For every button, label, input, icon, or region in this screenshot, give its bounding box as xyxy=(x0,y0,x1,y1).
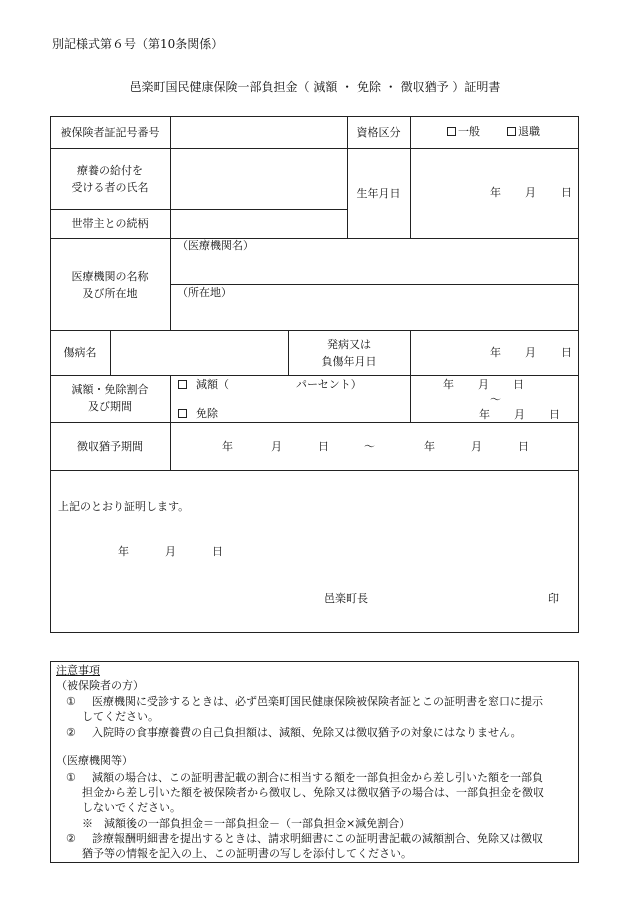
deferral-start-year-unit: 年 xyxy=(222,440,233,453)
reduction-start-year-unit: 年 xyxy=(443,378,454,391)
notes-insured-1-line2: してください。 xyxy=(82,710,159,723)
notes-insured-1-mark: ① xyxy=(66,695,76,708)
reduction-percent-unit: パーセント） xyxy=(296,378,362,391)
qualification-general-option[interactable]: 一般 xyxy=(447,125,480,139)
notes-medical-1-formula: ※ 減額後の一部負担金＝一部負担金－（一部負担金×減免割合） xyxy=(82,817,411,830)
reduction-start-day-unit: 日 xyxy=(513,378,524,391)
deferral-end-year-unit: 年 xyxy=(424,440,435,453)
deferral-start-day-unit: 日 xyxy=(318,440,329,453)
notes-medical-heading: （医療機関等） xyxy=(56,754,133,767)
notes-insured-2-line1: 入院時の食事療養費の自己負担額は、減額、免除又は徴収猶予の対象にはなりません。 xyxy=(92,726,522,739)
onset-day-unit: 日 xyxy=(561,346,572,359)
notes-medical-2-line1: 診療報酬明細書を提出するときは、請求明細書にこの証明書記載の減額割合、免除又は徴収 xyxy=(92,832,543,845)
institution-address-hint: （所在地） xyxy=(177,286,232,299)
deferral-start-month-unit: 月 xyxy=(271,440,282,453)
checkbox-icon[interactable] xyxy=(507,127,516,136)
reduction-label: 減額・免除割合 及び期間 xyxy=(71,383,149,413)
onset-label: 発病又は 負傷年月日 xyxy=(321,337,377,368)
deferral-end-day-unit: 日 xyxy=(518,440,529,453)
cert-year-unit: 年 xyxy=(118,545,129,558)
issuer-name: 邑楽町長 xyxy=(324,592,368,605)
notes-insured-heading: （被保険者の方） xyxy=(56,679,144,692)
notes-insured-1-line1: 医療機関に受診するときは、必ず邑楽町国民健康保険被保険者証とこの証明書を窓口に提示 xyxy=(92,695,543,708)
deferral-label: 徴収猶予期間 xyxy=(77,439,143,453)
onset-month-unit: 月 xyxy=(525,346,536,359)
birth-year-unit: 年 xyxy=(490,186,501,199)
certification-statement: 上記のとおり証明します。 xyxy=(58,500,190,513)
notes-medical-1-mark: ① xyxy=(66,771,76,784)
reduction-option[interactable]: 減額（ xyxy=(178,378,229,392)
notes-medical-1-line1: 減額の場合は、この証明書記載の割合に相当する額を一部負担金から差し引いた額を一部負 xyxy=(92,771,543,784)
insured-number-label: 被保険者証記号番号 xyxy=(60,125,160,139)
notes-insured-2-mark: ② xyxy=(66,726,76,739)
relationship-label: 世帯主との続柄 xyxy=(71,217,149,230)
reduction-period-tilde: ～ xyxy=(490,393,501,406)
deferral-tilde: ～ xyxy=(364,440,375,453)
cert-month-unit: 月 xyxy=(165,545,176,558)
notes-medical-2-line2: 猶予等の情報を記入の上、この証明書の写しを添付してください。 xyxy=(82,847,412,860)
reduction-end-month-unit: 月 xyxy=(514,408,525,421)
notes-medical-1-line3: しないでください。 xyxy=(82,801,181,814)
birthdate-label: 生年月日 xyxy=(356,186,401,200)
exemption-option[interactable]: 免除 xyxy=(178,407,218,421)
birth-day-unit: 日 xyxy=(561,186,572,199)
reduction-start-month-unit: 月 xyxy=(478,378,489,391)
notes-heading: 注意事項 xyxy=(56,664,100,677)
qualification-label: 資格区分 xyxy=(356,125,401,139)
recipient-name-label: 療養の給付を 受ける者の氏名 xyxy=(71,164,149,194)
page-title: 邑楽町国民健康保険一部負担金（ 減額 ・ 免除 ・ 徴収猶予 ）証明書 xyxy=(129,80,501,94)
cert-day-unit: 日 xyxy=(212,545,223,558)
onset-year-unit: 年 xyxy=(490,346,501,359)
institution-label: 医療機関の名称 及び所在地 xyxy=(71,270,149,300)
deferral-end-month-unit: 月 xyxy=(471,440,482,453)
reduction-end-day-unit: 日 xyxy=(549,408,560,421)
checkbox-icon[interactable] xyxy=(447,127,456,136)
notes-medical-2-mark: ② xyxy=(66,832,76,845)
notes-medical-1-line2: 担金から差し引いた額を被保険者から徴収し、免除又は徴収猶予の場合は、一部負担金を徴収 xyxy=(82,786,544,799)
reduction-end-year-unit: 年 xyxy=(479,408,490,421)
institution-name-hint: （医療機関名） xyxy=(177,239,254,252)
seal-mark: 印 xyxy=(548,592,559,605)
qualification-retired-option[interactable]: 退職 xyxy=(507,125,540,139)
checkbox-icon[interactable] xyxy=(178,380,187,389)
form-number: 別記様式第６号（第10条関係） xyxy=(52,37,224,51)
disease-label: 傷病名 xyxy=(63,346,97,359)
birth-month-unit: 月 xyxy=(525,186,536,199)
checkbox-icon[interactable] xyxy=(178,409,187,418)
